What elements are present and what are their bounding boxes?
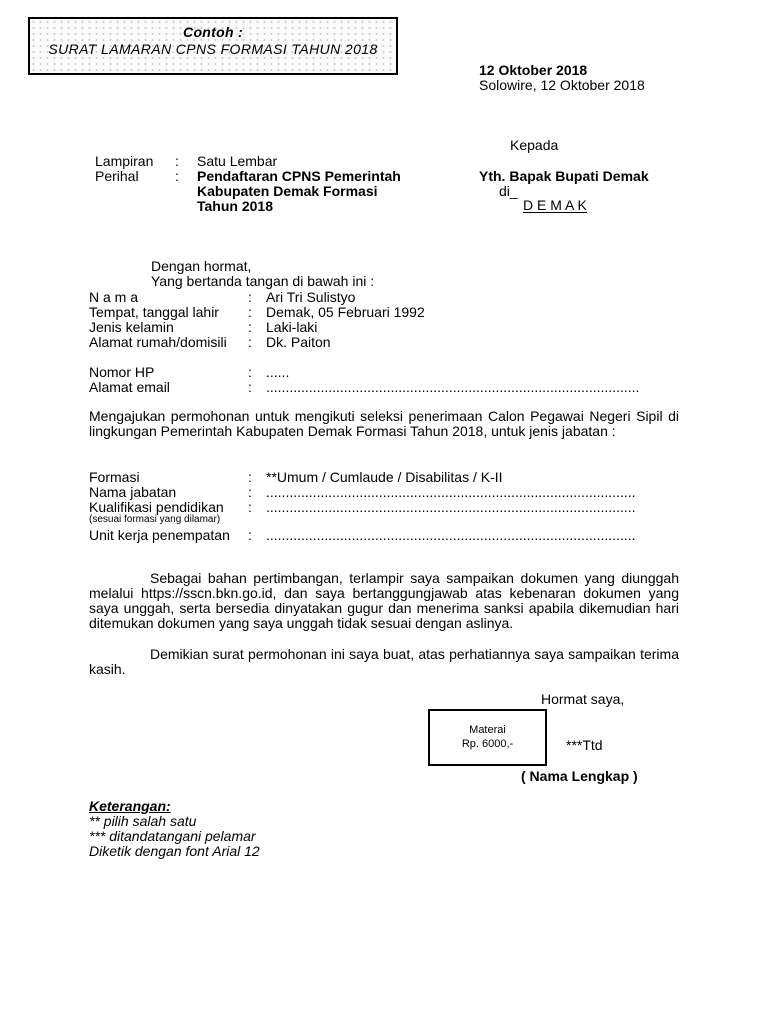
identity-value: Dk. Paiton (266, 334, 331, 350)
contact-value: ................................................................................................ (266, 379, 640, 395)
contact-colon: : (248, 379, 252, 395)
position-value: ............................................................................................... (266, 484, 636, 500)
perihal-line-1: Pendaftaran CPNS Pemerintah (197, 168, 401, 184)
notes-title: Keterangan: (89, 798, 171, 814)
closing-text: Demikian surat permohonan ini saya buat, atas perhatiannya saya sampaikan terima kasih. (89, 646, 679, 677)
identity-value: Ari Tri Sulistyo (266, 289, 356, 305)
ttd-mark: ***Ttd (566, 737, 603, 753)
identity-colon: : (248, 289, 252, 305)
contact-value: ...... (266, 364, 290, 380)
notes-line-2: *** ditandatangani pelamar (89, 828, 256, 844)
title-box (28, 17, 398, 75)
position-colon: : (248, 527, 252, 543)
identity-label: Jenis kelamin (89, 319, 174, 335)
position-label: Kualifikasi pendidikan (89, 499, 224, 515)
identity-value: Demak, 05 Februari 1992 (266, 304, 425, 320)
request-paragraph: Mengajukan permohonan untuk mengikuti seleksi penerimaan Calon Pegawai Negeri Sipil di lingkungan Pemerintah Kabupaten Demak Formasi Tahun 2018, untuk jenis jabatan : (89, 408, 679, 439)
position-label: Unit kerja penempatan (89, 527, 230, 543)
recipient-city: D E M A K (523, 197, 587, 213)
date-bold: 12 Oktober 2018 (479, 62, 588, 78)
position-value: **Umum / Cumlaude / Disabilitas / K-II (266, 469, 503, 485)
letter-title: SURAT LAMARAN CPNS FORMASI TAHUN 2018 (48, 41, 378, 57)
position-colon: : (248, 499, 252, 515)
identity-label: Tempat, tanggal lahir (89, 304, 219, 320)
lampiran-colon: : (175, 153, 179, 169)
regards: Hormat saya, (541, 691, 625, 707)
position-value: ............................................................................................... (266, 499, 636, 515)
recipient-name: Yth. Bapak Bupati Demak (479, 168, 649, 184)
example-label: Contoh : (183, 24, 243, 40)
consideration-text: Sebagai bahan pertimbangan, terlampir saya sampaikan dokumen yang diunggah melalui https://sscn.bkn.go.id, dan saya bertanggungjawab atas kebenaran dokumen yang saya unggah, serta bersedia dinyatakan gugur dan menerima sanksi apabila dikemudian hari ditemukan dokumen yang saya unggah tidak sesuai dengan aslinya. (89, 570, 679, 631)
stamp-line-1: Materai (469, 724, 506, 736)
notes-line-1: ** pilih salah satu (89, 813, 197, 829)
identity-value: Laki-laki (266, 319, 318, 335)
contact-colon: : (248, 364, 252, 380)
position-value: ............................................................................................... (266, 527, 636, 543)
greeting: Dengan hormat, (151, 258, 252, 274)
perihal-line-2: Kabupaten Demak Formasi (197, 183, 378, 199)
identity-label: Alamat rumah/domisili (89, 334, 227, 350)
recipient-di: di_ (499, 183, 518, 199)
kualifikasi-note: (sesuai formasi yang dilamar) (89, 514, 221, 525)
contact-label: Nomor HP (89, 364, 155, 380)
recipient-kepada: Kepada (510, 137, 559, 153)
lampiran-label: Lampiran (95, 153, 154, 169)
identity-colon: : (248, 319, 252, 335)
perihal-label: Perihal (95, 168, 139, 184)
identity-colon: : (248, 334, 252, 350)
position-label: Nama jabatan (89, 484, 177, 500)
contact-label: Alamat email (89, 379, 170, 395)
identity-label: N a m a (89, 289, 139, 305)
perihal-line-3: Tahun 2018 (197, 198, 273, 214)
stamp-line-2: Rp. 6000,- (461, 738, 514, 750)
materai-stamp-box (428, 709, 547, 766)
identity-colon: : (248, 304, 252, 320)
lampiran-value: Satu Lembar (197, 153, 278, 169)
perihal-colon: : (175, 168, 179, 184)
closing-paragraph (89, 647, 679, 677)
position-label: Formasi (89, 469, 140, 485)
consideration-paragraph (89, 571, 679, 631)
intro-line: Yang bertanda tangan di bawah ini : (151, 273, 375, 289)
place-date: Solowire, 12 Oktober 2018 (479, 77, 645, 93)
full-name: ( Nama Lengkap ) (521, 768, 638, 784)
position-colon: : (248, 469, 252, 485)
position-colon: : (248, 484, 252, 500)
notes-line-3: Diketik dengan font Arial 12 (89, 843, 260, 859)
